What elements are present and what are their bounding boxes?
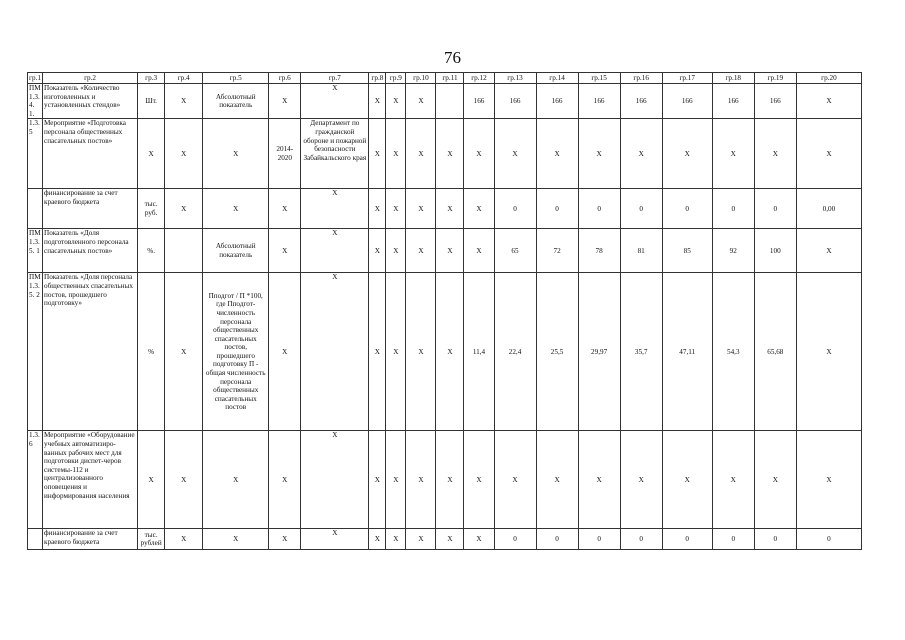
column-header: гр.19 (754, 73, 796, 84)
table-cell: 81 (620, 229, 662, 273)
table-cell: X (369, 84, 386, 119)
table-cell: X (436, 119, 464, 189)
table-cell: X (301, 273, 369, 431)
table-cell: X (386, 273, 406, 431)
table-cell: X (301, 431, 369, 529)
table-cell: 166 (578, 84, 620, 119)
table-cell: 166 (536, 84, 578, 119)
table-cell: X (269, 431, 301, 529)
table-cell: ПМ 1.3.5. 2 (28, 273, 43, 431)
table-cell: X (436, 189, 464, 229)
column-header: гр.1 (29, 73, 41, 82)
table-cell: 100 (754, 229, 796, 273)
table-cell: Мероприятие «Оборудование учебных автоматизиро-ванных рабочих мест для подготовки диспет-черов системы-112 и централизованного оповещения и информирования населения (43, 431, 138, 529)
table-cell: Показатель «Количество изготовленных и установленных стендов» (43, 84, 138, 119)
table-cell: тыс. рублей (138, 529, 165, 550)
table-cell: X (138, 119, 165, 189)
table-row (28, 189, 862, 229)
table-cell: X (203, 529, 269, 550)
table-cell (165, 229, 203, 273)
table-row (28, 229, 862, 273)
table-cell: 166 (662, 84, 712, 119)
table-cell: % (138, 273, 165, 431)
table-cell: X (386, 529, 406, 550)
table-cell: финансирование за счет краевого бюджета (43, 189, 138, 229)
table-cell: Департамент по гражданской обороне и пожарной безопасности Забайкальского края (301, 119, 369, 189)
table-cell: 0 (712, 189, 754, 229)
table-cell: 0 (578, 189, 620, 229)
table-cell: X (301, 229, 369, 273)
table-cell: X (406, 189, 436, 229)
column-header: гр.8 (369, 73, 386, 84)
table-cell: X (620, 431, 662, 529)
table-cell: X (436, 529, 464, 550)
table-cell: X (494, 119, 536, 189)
table-cell: 35,7 (620, 273, 662, 431)
table-cell: X (406, 229, 436, 273)
table-cell (28, 189, 43, 229)
table-cell: X (796, 229, 861, 273)
table-cell: 0 (796, 529, 861, 550)
table-cell: X (796, 273, 861, 431)
table-cell: X (620, 119, 662, 189)
table-cell: X (269, 229, 301, 273)
table-cell: 25,5 (536, 273, 578, 431)
column-header: гр.15 (578, 73, 620, 84)
table-cell: Пподгот / П *100, где Пподгот- численность персонала общественных спасательных постов, прошедшего подготовку П - общая численность персонала общественных спасательных постов (203, 273, 269, 431)
column-header: гр.10 (406, 73, 436, 84)
table-cell: X (464, 529, 494, 550)
column-header: гр.17 (662, 73, 712, 84)
table-cell: X (165, 84, 203, 119)
table-cell: Показатель «Доля персонала общественных спасательных постов, прошедшего подготовку» (43, 273, 138, 431)
table-cell: X (203, 119, 269, 189)
table-cell: 85 (662, 229, 712, 273)
table-cell (436, 84, 464, 119)
table-cell: 0 (620, 529, 662, 550)
table-cell: X (386, 84, 406, 119)
table-cell: 166 (712, 84, 754, 119)
table-cell: X (269, 84, 301, 119)
table-cell: 65,68 (754, 273, 796, 431)
column-header: гр.14 (536, 73, 578, 84)
table-cell: 166 (620, 84, 662, 119)
table-cell: тыс. руб. (138, 189, 165, 229)
table-cell: X (406, 84, 436, 119)
table-cell: X (386, 189, 406, 229)
table-cell: X (712, 119, 754, 189)
table-cell: X (406, 119, 436, 189)
table-cell: 166 (494, 84, 536, 119)
table-cell: X (662, 119, 712, 189)
table-cell: X (203, 431, 269, 529)
table-cell: X (269, 273, 301, 431)
table-cell: Абсолютный показатель (203, 84, 269, 119)
table-cell: X (662, 431, 712, 529)
column-header: гр.5 (203, 73, 269, 84)
table-cell: X (165, 273, 203, 431)
table-cell: 166 (464, 84, 494, 119)
table-cell: X (165, 119, 203, 189)
header-row (28, 73, 862, 84)
table-cell: X (436, 273, 464, 431)
table-cell: 78 (578, 229, 620, 273)
table-cell: X (536, 119, 578, 189)
table-cell: 0 (494, 189, 536, 229)
table-cell: X (138, 431, 165, 529)
table-cell: 0 (754, 189, 796, 229)
table-cell: X (464, 229, 494, 273)
table-cell: X (301, 84, 369, 119)
column-header: гр.18 (712, 73, 754, 84)
table-cell: X (796, 431, 861, 529)
table-cell: 2014-2020 (269, 119, 301, 189)
table-cell: X (796, 119, 861, 189)
table-cell: X (796, 84, 861, 119)
table-cell: 1.3.6 (28, 431, 43, 529)
column-header: гр.4 (165, 73, 203, 84)
table-cell: X (369, 189, 386, 229)
column-header: гр.20 (796, 73, 861, 84)
table-cell: X (369, 431, 386, 529)
table-cell: Показатель «Доля подготовленного персонала спасательных постов» (43, 229, 138, 273)
table-cell: 0 (662, 189, 712, 229)
table-cell: X (301, 529, 369, 550)
table-cell: 0 (494, 529, 536, 550)
table-cell: X (369, 529, 386, 550)
table-cell: Мероприятие «Подготовка персонала общественных спасательных постов» (43, 119, 138, 189)
table-body (28, 84, 862, 550)
table-cell: X (754, 119, 796, 189)
table-cell: X (578, 431, 620, 529)
table-cell: X (386, 229, 406, 273)
table-cell: X (165, 189, 203, 229)
table-cell: X (436, 431, 464, 529)
table-cell: 72 (536, 229, 578, 273)
column-header: гр.12 (464, 73, 494, 84)
table-row (28, 529, 862, 550)
table-cell: 0 (620, 189, 662, 229)
table-cell: X (436, 229, 464, 273)
table-cell: финансирование за счет краевого бюджета (43, 529, 138, 550)
table-cell: 0 (536, 189, 578, 229)
table-cell: 0 (712, 529, 754, 550)
table-cell: 92 (712, 229, 754, 273)
table-cell: 54,3 (712, 273, 754, 431)
table-cell: X (754, 431, 796, 529)
table-cell: X (712, 431, 754, 529)
column-header: гр.2 (43, 73, 138, 84)
table-cell: 22,4 (494, 273, 536, 431)
table-row (28, 273, 862, 431)
table-cell: 0 (754, 529, 796, 550)
table-cell: Шт. (138, 84, 165, 119)
table-cell: X (464, 189, 494, 229)
column-header: гр.7 (301, 73, 369, 84)
table-cell: ПМ 1.3.5. 1 (28, 229, 43, 273)
table-cell: X (203, 189, 269, 229)
column-header: гр.6 (269, 73, 301, 84)
table-cell: X (406, 529, 436, 550)
table-cell: 11,4 (464, 273, 494, 431)
table-cell: Абсолютный показатель (203, 229, 269, 273)
column-header: гр.3 (138, 73, 165, 84)
table-cell: X (369, 119, 386, 189)
table-cell: X (536, 431, 578, 529)
table-cell: X (369, 273, 386, 431)
table-cell: X (406, 273, 436, 431)
table-cell: X (269, 529, 301, 550)
page-number: 76 (444, 48, 461, 67)
column-header: гр.9 (386, 73, 406, 84)
table-row (28, 84, 862, 119)
table-cell: X (165, 529, 203, 550)
column-header: гр.13 (494, 73, 536, 84)
table-row (28, 119, 862, 189)
table-cell: X (406, 431, 436, 529)
table-cell: ПМ 1.3.4. 1. (29, 84, 41, 118)
table-cell: %. (138, 229, 165, 273)
table-cell: 1.3.5 (28, 119, 43, 189)
table-cell: X (165, 431, 203, 529)
table-cell: X (369, 229, 386, 273)
table-cell: 0 (662, 529, 712, 550)
table-cell: 0 (536, 529, 578, 550)
table-cell: 0,00 (796, 189, 861, 229)
column-header: гр.16 (620, 73, 662, 84)
column-header: гр.11 (436, 73, 464, 84)
table-cell: X (494, 431, 536, 529)
table-cell: 29,97 (578, 273, 620, 431)
table-cell: X (578, 119, 620, 189)
table-cell: 0 (578, 529, 620, 550)
table-row (28, 431, 862, 529)
table-cell: 166 (754, 84, 796, 119)
table-cell: X (269, 189, 301, 229)
table-cell: X (386, 431, 406, 529)
table-cell: X (386, 119, 406, 189)
table-cell: X (301, 189, 369, 229)
table-cell: 65 (494, 229, 536, 273)
table-cell (28, 529, 43, 550)
table-cell: X (464, 119, 494, 189)
program-table (27, 72, 862, 550)
table-cell: X (464, 431, 494, 529)
table-cell: 47,11 (662, 273, 712, 431)
